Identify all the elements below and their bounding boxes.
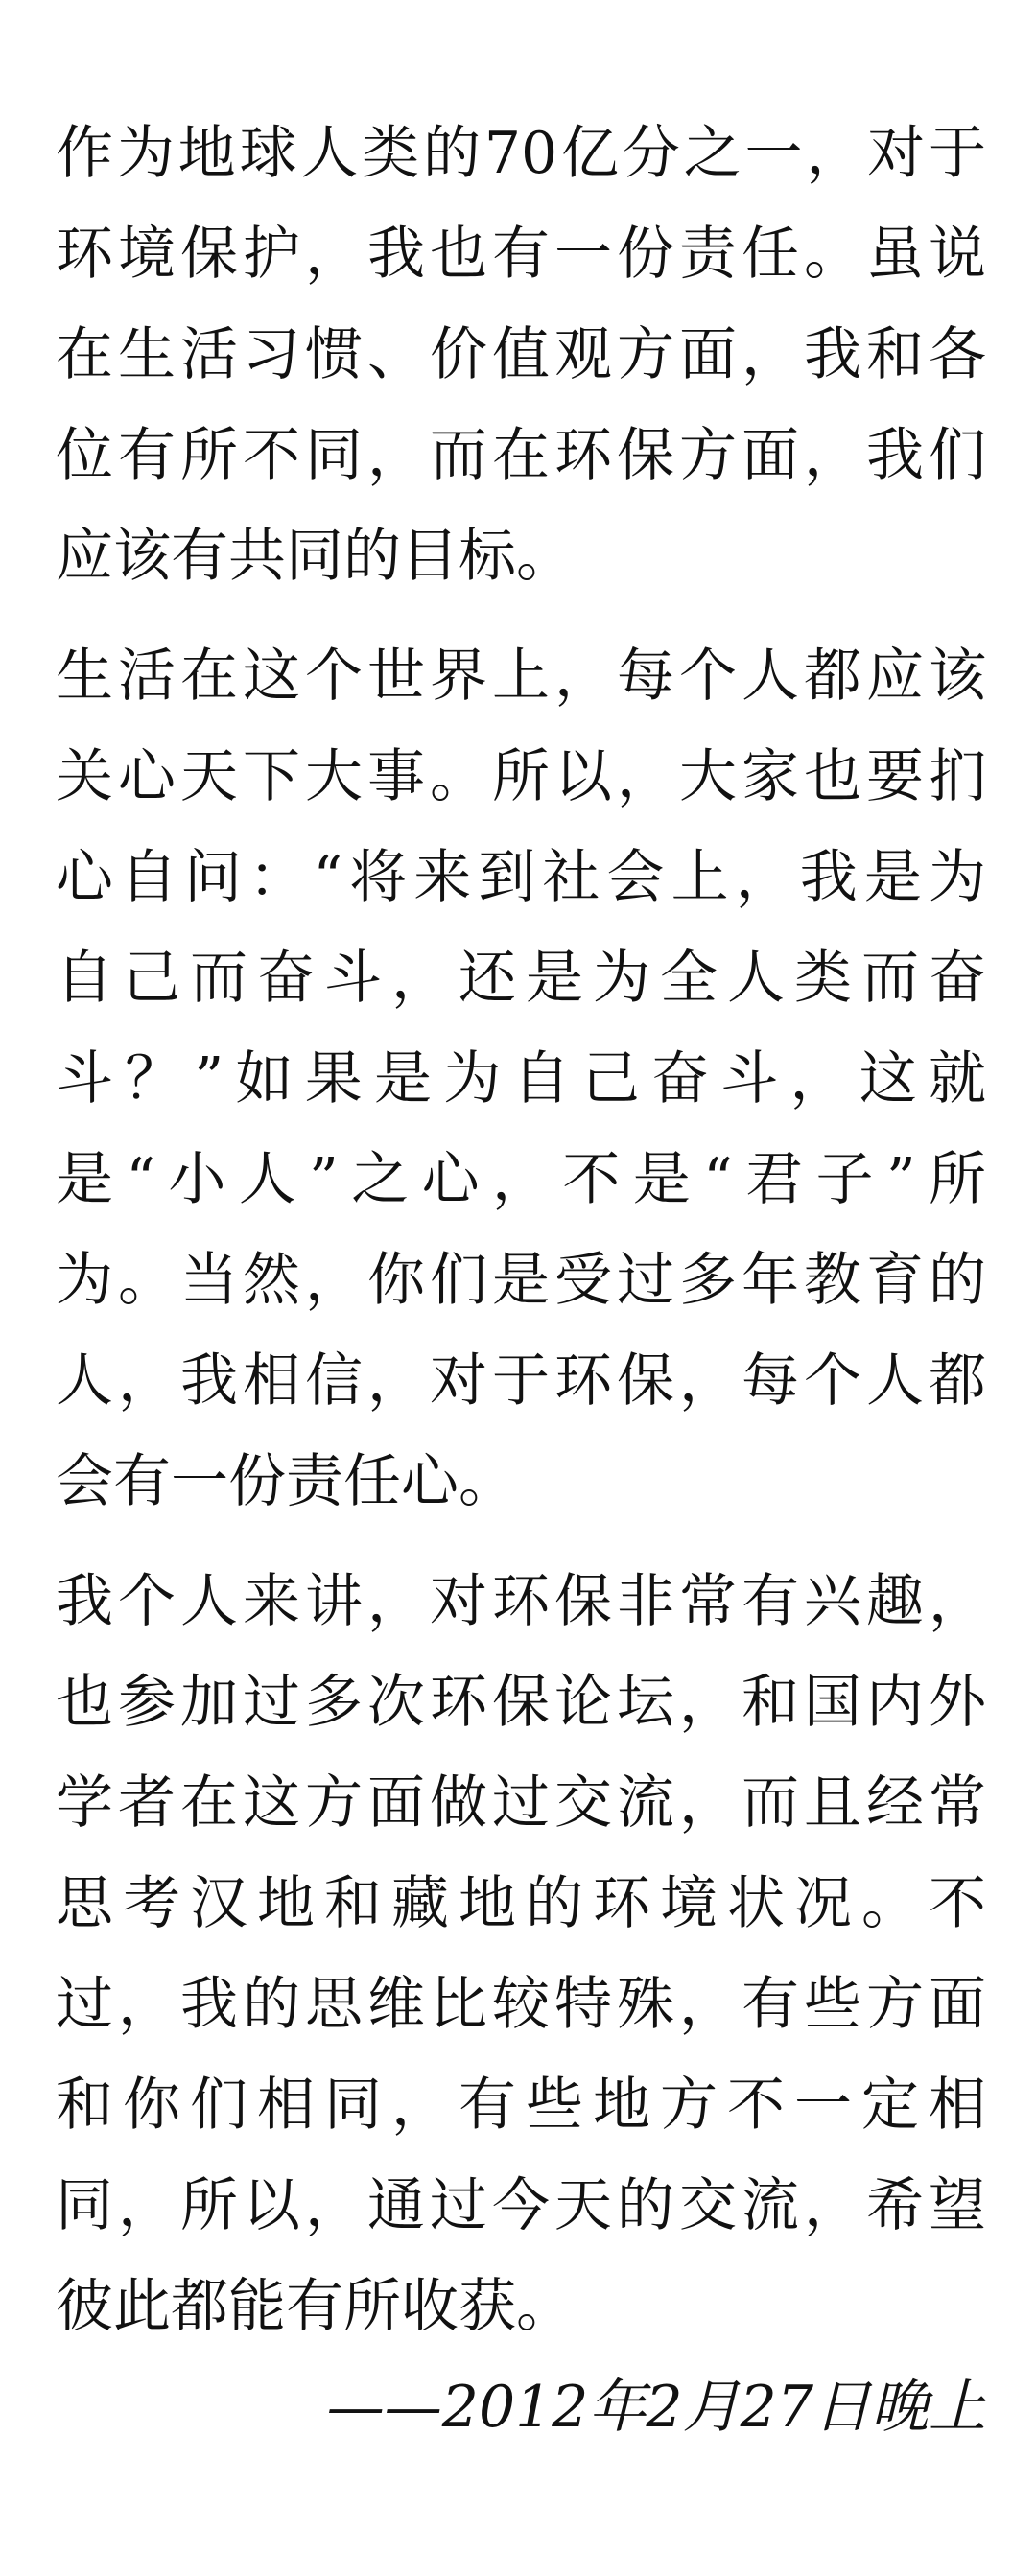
paragraph-1-line-5: 应该有共同的目标。: [56, 523, 574, 590]
paragraph-2-line-1: 生活在这个世界上，每个人都应该: [56, 643, 986, 710]
paragraph-3-line-3: 学者在这方面做过交流，而且经常: [56, 1769, 986, 1837]
paragraph-3-line-8: 彼此都能有所收获。: [56, 2273, 574, 2340]
paragraph-1-line-4: 位有所不同，而在环保方面，我们: [56, 422, 986, 489]
paragraph-3-line-1: 我个人来讲，对环保非常有兴趣，: [56, 1568, 986, 1635]
paragraph-2-line-6: 是“小人”之心，不是“君子”所: [56, 1146, 986, 1213]
paragraph-2-line-3: 心自问：“将来到社会上，我是为: [56, 844, 986, 911]
paragraph-3-line-6: 和你们相同，有些地方不一定相: [56, 2072, 986, 2139]
paragraph-1-line-3: 在生活习惯、价值观方面，我和各: [56, 321, 986, 388]
paragraph-3-line-7: 同，所以，通过今天的交流，希望: [56, 2172, 986, 2239]
paragraph-2-line-9: 会有一份责任心。: [56, 1448, 516, 1515]
article-page: [56, 0, 986, 2576]
signature-date: ——2012年2月27日晚上: [326, 2374, 986, 2441]
paragraph-3-line-5: 过，我的思维比较特殊，有些方面: [56, 1971, 986, 2038]
paragraph-1-line-2: 环境保护，我也有一份责任。虽说: [56, 221, 986, 288]
paragraph-1-line-1: 作为地球人类的70亿分之一，对于: [56, 120, 986, 187]
paragraph-2-line-8: 人，我相信，对于环保，每个人都: [56, 1347, 986, 1415]
paragraph-3-line-4: 思考汉地和藏地的环境状况。不: [56, 1870, 986, 1937]
paragraph-2-line-2: 关心天下大事。所以，大家也要扪: [56, 743, 986, 810]
paragraph-2-line-5: 斗？”如果是为自己奋斗，这就: [56, 1045, 986, 1112]
paragraph-3-line-2: 也参加过多次环保论坛，和国内外: [56, 1669, 986, 1736]
paragraph-2-line-4: 自己而奋斗，还是为全人类而奋: [56, 945, 986, 1012]
paragraph-2-line-7: 为。当然，你们是受过多年教育的: [56, 1247, 986, 1314]
